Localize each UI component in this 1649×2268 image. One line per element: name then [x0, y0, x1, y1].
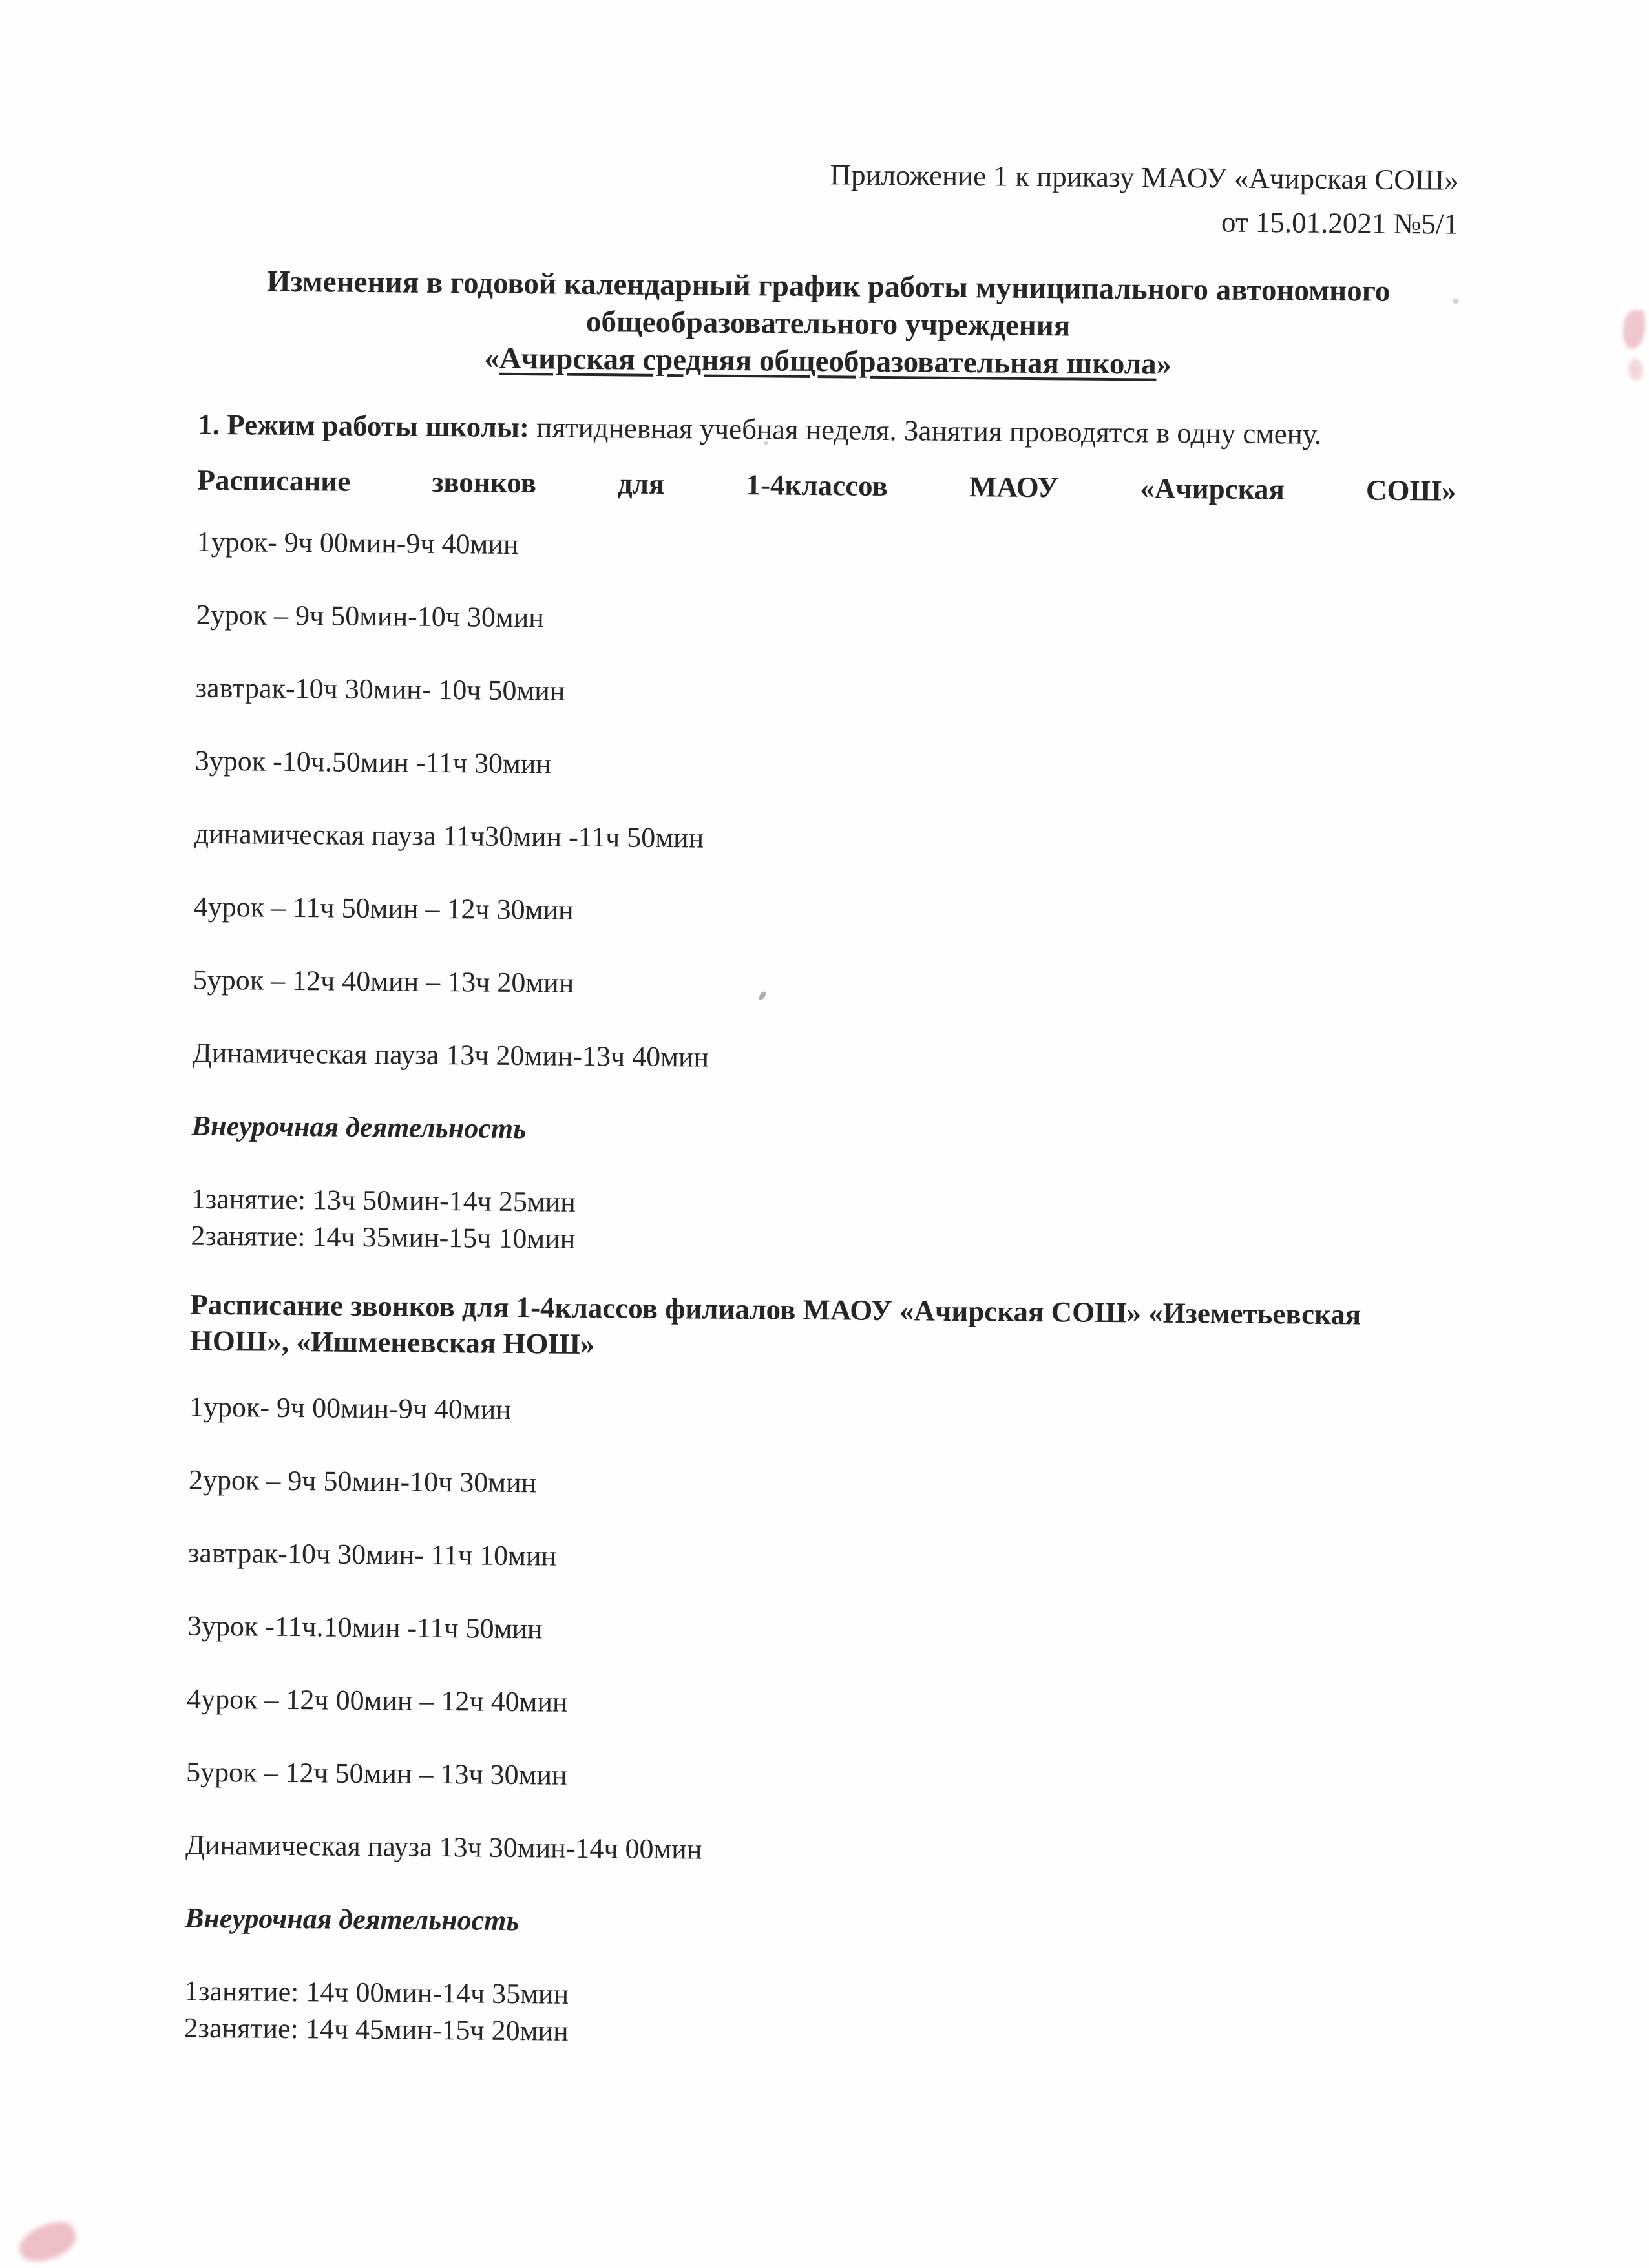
appendix-line: Приложение 1 к приказу МАОУ «Ачирская СОШ»: [830, 158, 1459, 196]
title-school-name: Ачирская средняя общеобразовательная школа: [499, 341, 1157, 381]
regime-label: 1. Режим работы школы:: [198, 408, 530, 444]
regime-text: пятидневная учебная неделя. Занятия проводятся в одну смену.: [529, 411, 1322, 450]
extracurricular-heading: Внеурочная деятельность: [191, 1109, 527, 1145]
main-schedule-header-word: звонков: [432, 465, 537, 499]
title-quote-close: »: [1156, 347, 1172, 381]
main-schedule-header: [197, 461, 1456, 510]
main-schedule-header-word: «Ачирская: [1140, 472, 1285, 506]
title-line-2: общеобразовательного учреждения: [585, 304, 1071, 343]
main-schedule-header-word: 1-4классов: [746, 468, 888, 503]
schedule-line-lesson5: 5урок – 12ч 40мин – 13ч 20мин: [193, 963, 574, 999]
branches-schedule-line-lesson4: 4урок – 12ч 00мин – 12ч 40мин: [186, 1683, 568, 1718]
branches-schedule-line-breakfast: завтрак-10ч 30мин- 11ч 10мин: [187, 1537, 557, 1572]
branches-schedule-line-lesson1: 1урок- 9ч 00мин-9ч 40мин: [189, 1391, 512, 1425]
branches-schedule-line-lesson3: 3урок -11ч.10мин -11ч 50мин: [187, 1610, 543, 1645]
scan-artifact-bottom-left-smudge: [14, 2217, 80, 2267]
schedule-line-lesson4: 4урок – 11ч 50мин – 12ч 30мин: [193, 890, 574, 926]
schedule-line-lesson3: 3урок -10ч.50мин -11ч 30мин: [194, 744, 552, 780]
branches-schedule-line-lesson2: 2урок – 9ч 50мин-10ч 30мин: [188, 1464, 537, 1499]
document-title: [198, 262, 1458, 386]
main-schedule-header-word: МАОУ: [969, 470, 1059, 504]
schedule-line-lesson2: 2урок – 9ч 50мин-10ч 30мин: [196, 598, 545, 634]
schedule-line-breakfast: завтрак-10ч 30мин- 10ч 50мин: [195, 671, 565, 707]
schedule-line-dynamic-pause-1: динамическая пауза 11ч30мин -11ч 50мин: [194, 817, 704, 854]
title-quote-open: «: [484, 341, 499, 375]
branches-extracurricular-session-1: 1занятие: 14ч 00мин-14ч 35мин: [184, 1975, 569, 2010]
schedule-line-dynamic-pause-2: Динамическая пауза 13ч 20мин-13ч 40мин: [192, 1036, 709, 1073]
regime-paragraph: [198, 406, 1456, 454]
appendix-date-line: от 15.01.2021 №5/1: [1221, 205, 1459, 240]
branches-schedule-line-dynamic-pause: Динамическая пауза 13ч 30мин-14ч 00мин: [185, 1829, 702, 1865]
branches-extracurricular-session-2: 2занятие: 14ч 45мин-15ч 20мин: [184, 2011, 569, 2047]
extracurricular-session-2: 2занятие: 14ч 35мин-15ч 10мин: [191, 1219, 576, 1255]
main-schedule-header-word: Расписание: [197, 463, 351, 498]
main-schedule-header-word: для: [617, 467, 665, 501]
schedule-line-lesson1: 1урок- 9ч 00мин-9ч 40мин: [196, 525, 519, 561]
appendix-header: [200, 147, 1459, 246]
extracurricular-session-1: 1занятие: 13ч 50мин-14ч 25мин: [191, 1182, 576, 1218]
branches-schedule-header: Расписание звонков для 1-4классов филиалов МАОУ «Ачирская СОШ» «Иземетьевская НОШ», «Ишменевская НОШ»: [189, 1288, 1361, 1361]
branches-schedule-line-lesson5: 5урок – 12ч 50мин – 13ч 30мин: [185, 1756, 567, 1791]
branches-extracurricular-heading: Внеурочная деятельность: [184, 1902, 520, 1937]
main-schedule-header-word: СОШ»: [1365, 474, 1456, 507]
title-line-1: Изменения в годовой календарный график работы муниципального автономного: [266, 264, 1391, 308]
